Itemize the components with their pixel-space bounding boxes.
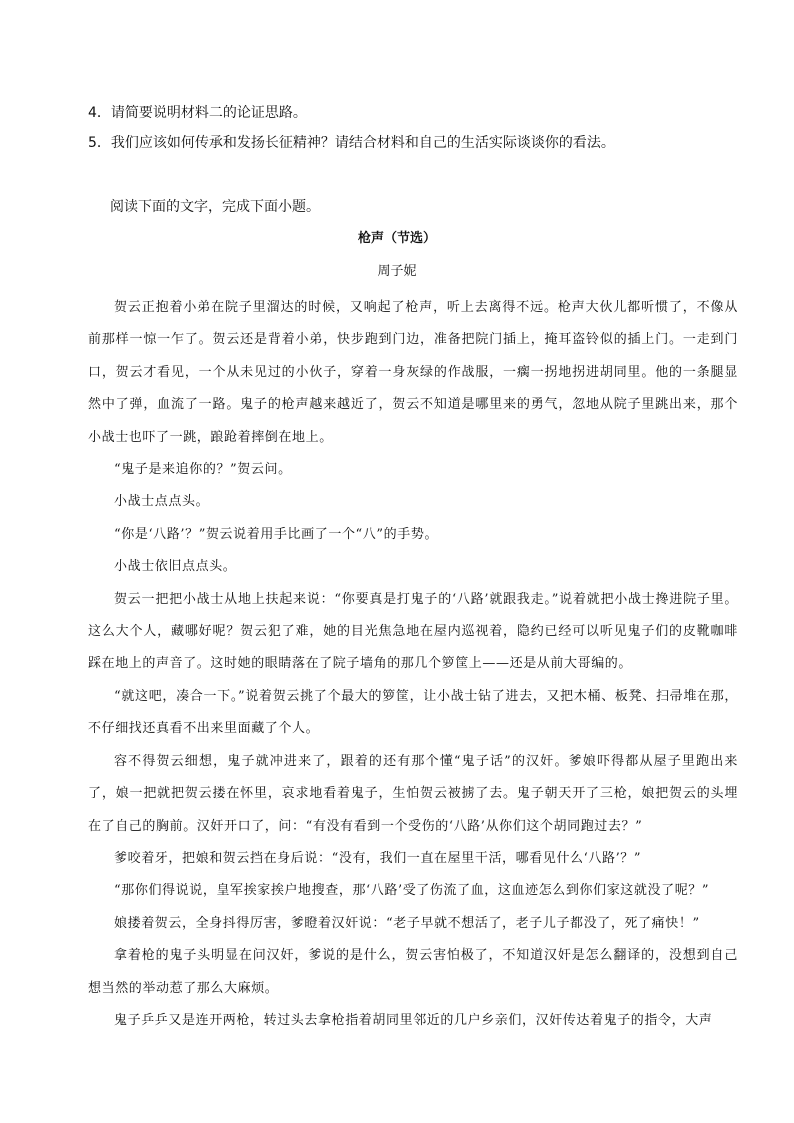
story-paragraph: 爹咬着牙，把娘和贺云挡在身后说：“没有，我们一直在屋里干活，哪看见什么‘八路’？” — [114, 850, 642, 866]
story-paragraph: 贺云一把把小战士从地上扶起来说：“你要真是打鬼子的‘八路’就跟我走。”说着就把小战士搀进院子里。这么大个人，藏哪好呢？贺云犯了难，她的目光焦急地在屋内巡视着，隐约已经可以听见鬼子们的皮靴咖啡踩在地上的声音了。这时她的眼睛落在了院子墙角的那几个箩筐上——还是从前大哥编的。 — [88, 591, 738, 672]
story-paragraph: “就这吧，凑合一下。”说着贺云挑了个最大的箩筐，让小战士钻了进去，又把木桶、板凳、扫帚堆在那，不仔细找还真看不出来里面藏了个人。 — [88, 688, 738, 737]
question-5: 5．我们应该如何传承和发扬长征精神？请结合材料和自己的生活实际谈谈你的看法。 — [88, 135, 615, 151]
story-paragraph: 容不得贺云细想，鬼子就冲进来了，跟着的还有那个懂“鬼子话”的汉奸。爹娘吓得都从屋子里跑出来了，娘一把就把贺云搂在怀里，哀求地看着鬼子，生怕贺云被掳了去。鬼子朝天开了三枪，娘把贺云的头埋在了自己的胸前。汉奸开口了，问：“有没有看到一个受伤的‘八路’从你们这个胡同跑过去？” — [88, 753, 738, 834]
story-paragraph: 小战士点点头。 — [114, 494, 210, 510]
story-paragraph: “鬼子是来追你的？”贺云问。 — [114, 462, 292, 478]
story-paragraph: 鬼子乒乒又是连开两枪，转过头去拿枪指着胡同里邻近的几户乡亲们，汉奸传达着鬼子的指令，大声 — [114, 1012, 713, 1028]
story-paragraph: 贺云正抱着小弟在院子里溜达的时候，又响起了枪声，听上去离得不远。枪声大伙儿都听惯了，不像从前那样一惊一乍了。贺云还是背着小弟，快步跑到门边，准备把院门插上，掩耳盗铃似的插上门。一走到门口，贺云才看见，一个从未见过的小伙子，穿着一身灰绿的作战服，一瘸一拐地拐进胡同里。他的一条腿显然中了弹，血流了一路。鬼子的枪声越来越近了，贺云不知道是哪里来的勇气，忽地从院子里跳出来，那个小战士也吓了一跳，踉跄着摔倒在地上。 — [88, 300, 738, 445]
story-paragraph: 拿着枪的鬼子头明显在问汉奸，爹说的是什么，贺云害怕极了，不知道汉奸是怎么翻译的，没想到自己想当然的举动惹了那么大麻烦。 — [88, 948, 738, 996]
story-paragraph: 小战士依旧点点头。 — [114, 559, 237, 575]
story-author: 周子妮 — [377, 264, 417, 279]
story-paragraph: “你是‘八路’？”贺云说着用手比画了一个“八”的手势。 — [114, 526, 439, 542]
story-body — [88, 292, 738, 1037]
question-4: 4．请简要说明材料二的论证思路。 — [88, 105, 307, 121]
story-paragraph: “那你们得说说，皇军挨家挨户地搜查，那‘八路’受了伤流了血，这血迹怎么到你们家这就没了呢？” — [114, 883, 710, 899]
story-paragraph: 娘搂着贺云，全身抖得厉害，爹瞪着汉奸说：“老子早就不想活了，老子儿子都没了，死了痛快！” — [114, 915, 700, 931]
reading-instruction: 阅读下面的文字，完成下面小题。 — [110, 199, 320, 215]
story-title: 枪声（节选） — [357, 231, 436, 246]
